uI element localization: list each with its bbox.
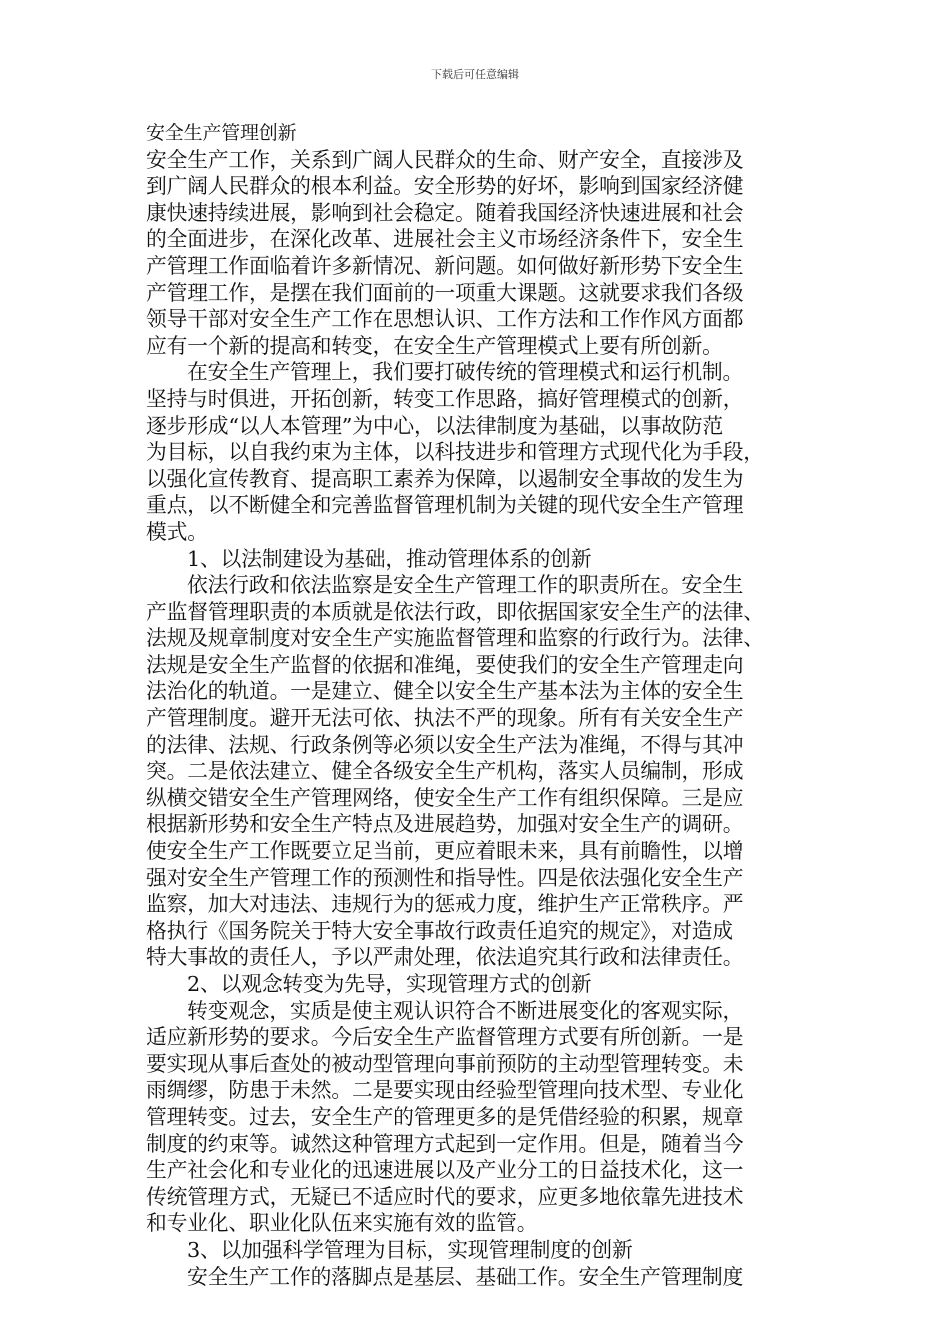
text-line: 重点，以不断健全和完善监督管理机制为关键的现代安全生产管理 bbox=[146, 493, 744, 518]
text-line: 的法律、法规、行政条例等必须以安全生产法为准绳，不得与其冲 bbox=[146, 732, 744, 757]
text-line: 逐步形成“以人本管理”为中心，以法律制度为基础，以事故防范 bbox=[146, 413, 723, 438]
text-line: 适应新形势的要求。今后安全生产监督管理方式要有所创新。一是 bbox=[146, 1025, 744, 1050]
text-line: 依法行政和依法监察是安全生产管理工作的职责所在。安全生 bbox=[187, 573, 744, 598]
text-line: 纵横交错安全生产管理网络，使安全生产工作有组织保障。三是应 bbox=[146, 785, 744, 810]
text-line: 应有一个新的提高和转变，在安全生产管理模式上要有所创新。 bbox=[146, 333, 723, 358]
text-line: 以强化宣传教育、提高职工素养为保障，以遏制安全事故的发生为 bbox=[146, 466, 744, 491]
text-line: 产管理工作面临着许多新情况、新问题。如何做好新形势下安全生 bbox=[146, 253, 744, 278]
text-line: 到广阔人民群众的根本利益。安全形势的好坏，影响到国家经济健 bbox=[146, 174, 744, 199]
text-line: 和专业化、职业化队伍来实施有效的监管。 bbox=[146, 1211, 538, 1236]
text-line: 雨绸缪，防患于未然。二是要实现由经验型管理向技术型、专业化 bbox=[146, 1078, 744, 1103]
page-header: 下载后可任意编辑 bbox=[431, 68, 519, 81]
text-line: 1、以法制建设为基础，推动管理体系的创新 bbox=[187, 546, 592, 571]
text-line: 格执行《国务院关于特大安全事故行政责任追究的规定》，对造成 bbox=[146, 918, 733, 943]
text-line: 法治化的轨道。一是建立、健全以安全生产基本法为主体的安全生 bbox=[146, 679, 744, 704]
text-line: 康快速持续进展，影响到社会稳定。随着我国经济快速进展和社会 bbox=[146, 200, 744, 225]
text-line: 在安全生产管理上，我们要打破传统的管理模式和运行机制。 bbox=[187, 360, 744, 385]
text-line: 领导干部对安全生产工作在思想认识、工作方法和工作作风方面都 bbox=[146, 307, 744, 332]
text-line: 要实现从事后查处的被动型管理向事前预防的主动型管理转变。未 bbox=[146, 1051, 744, 1076]
text-line: 安全生产工作的落脚点是基层、基础工作。安全生产管理制度 bbox=[187, 1264, 744, 1289]
text-line: 根据新形势和安全生产特点及进展趋势，加强对安全生产的调研。 bbox=[146, 812, 744, 837]
text-line: 制度的约束等。诚然这种管理方式起到一定作用。但是，随着当今 bbox=[146, 1131, 744, 1156]
text-line: 模式。 bbox=[146, 519, 208, 544]
text-line: 3、以加强科学管理为目标，实现管理制度的创新 bbox=[187, 1237, 633, 1262]
text-line: 强对安全生产管理工作的预测性和指导性。四是依法强化安全生产 bbox=[146, 865, 744, 890]
text-line: 转变观念，实质是使主观认识符合不断进展变化的客观实际， bbox=[187, 998, 744, 1023]
body-text bbox=[146, 147, 814, 1291]
text-line: 特大事故的责任人，予以严肃处理，依法追究其行政和法律责任。 bbox=[146, 945, 744, 970]
text-line: 坚持与时俱进，开拓创新，转变工作思路，搞好管理模式的创新， bbox=[146, 386, 744, 411]
text-line: 产监督管理职责的本质就是依法行政，即依据国家安全生产的法律、 bbox=[146, 599, 764, 624]
text-line: 监察，加大对违法、违规行为的惩戒力度，维护生产正常秩序。严 bbox=[146, 892, 744, 917]
text-line: 生产社会化和专业化的迅速进展以及产业分工的日益技术化，这一 bbox=[146, 1158, 744, 1183]
text-line: 为目标，以自我约束为主体，以科技进步和管理方式现代化为手段， bbox=[146, 440, 764, 465]
text-line: 的全面进步，在深化改革、进展社会主义市场经济条件下，安全生 bbox=[146, 227, 744, 252]
text-line: 法规是安全生产监督的依据和准绳，要使我们的安全生产管理走向 bbox=[146, 652, 744, 677]
text-line: 产管理制度。避开无法可依、执法不严的现象。所有有关安全生产 bbox=[146, 706, 744, 731]
text-line: 法规及规章制度对安全生产实施监督管理和监察的行政行为。法律、 bbox=[146, 626, 764, 651]
text-line: 突。二是依法建立、健全各级安全生产机构，落实人员编制，形成 bbox=[146, 759, 744, 784]
document-title: 安全生产管理创新 bbox=[146, 122, 297, 144]
text-line: 管理转变。过去，安全生产的管理更多的是凭借经验的积累，规章 bbox=[146, 1104, 744, 1129]
text-line: 使安全生产工作既要立足当前，更应着眼未来，具有前瞻性，以增 bbox=[146, 839, 744, 864]
text-line: 产管理工作，是摆在我们面前的一项重大课题。这就要求我们各级 bbox=[146, 280, 744, 305]
text-line: 2、以观念转变为先导，实现管理方式的创新 bbox=[187, 972, 592, 996]
text-line: 安全生产工作，关系到广阔人民群众的生命、财产安全，直接涉及 bbox=[146, 147, 744, 172]
text-line: 传统管理方式，无疑已不适应时代的要求，应更多地依靠先进技术 bbox=[146, 1184, 744, 1209]
document-body bbox=[146, 120, 814, 1290]
